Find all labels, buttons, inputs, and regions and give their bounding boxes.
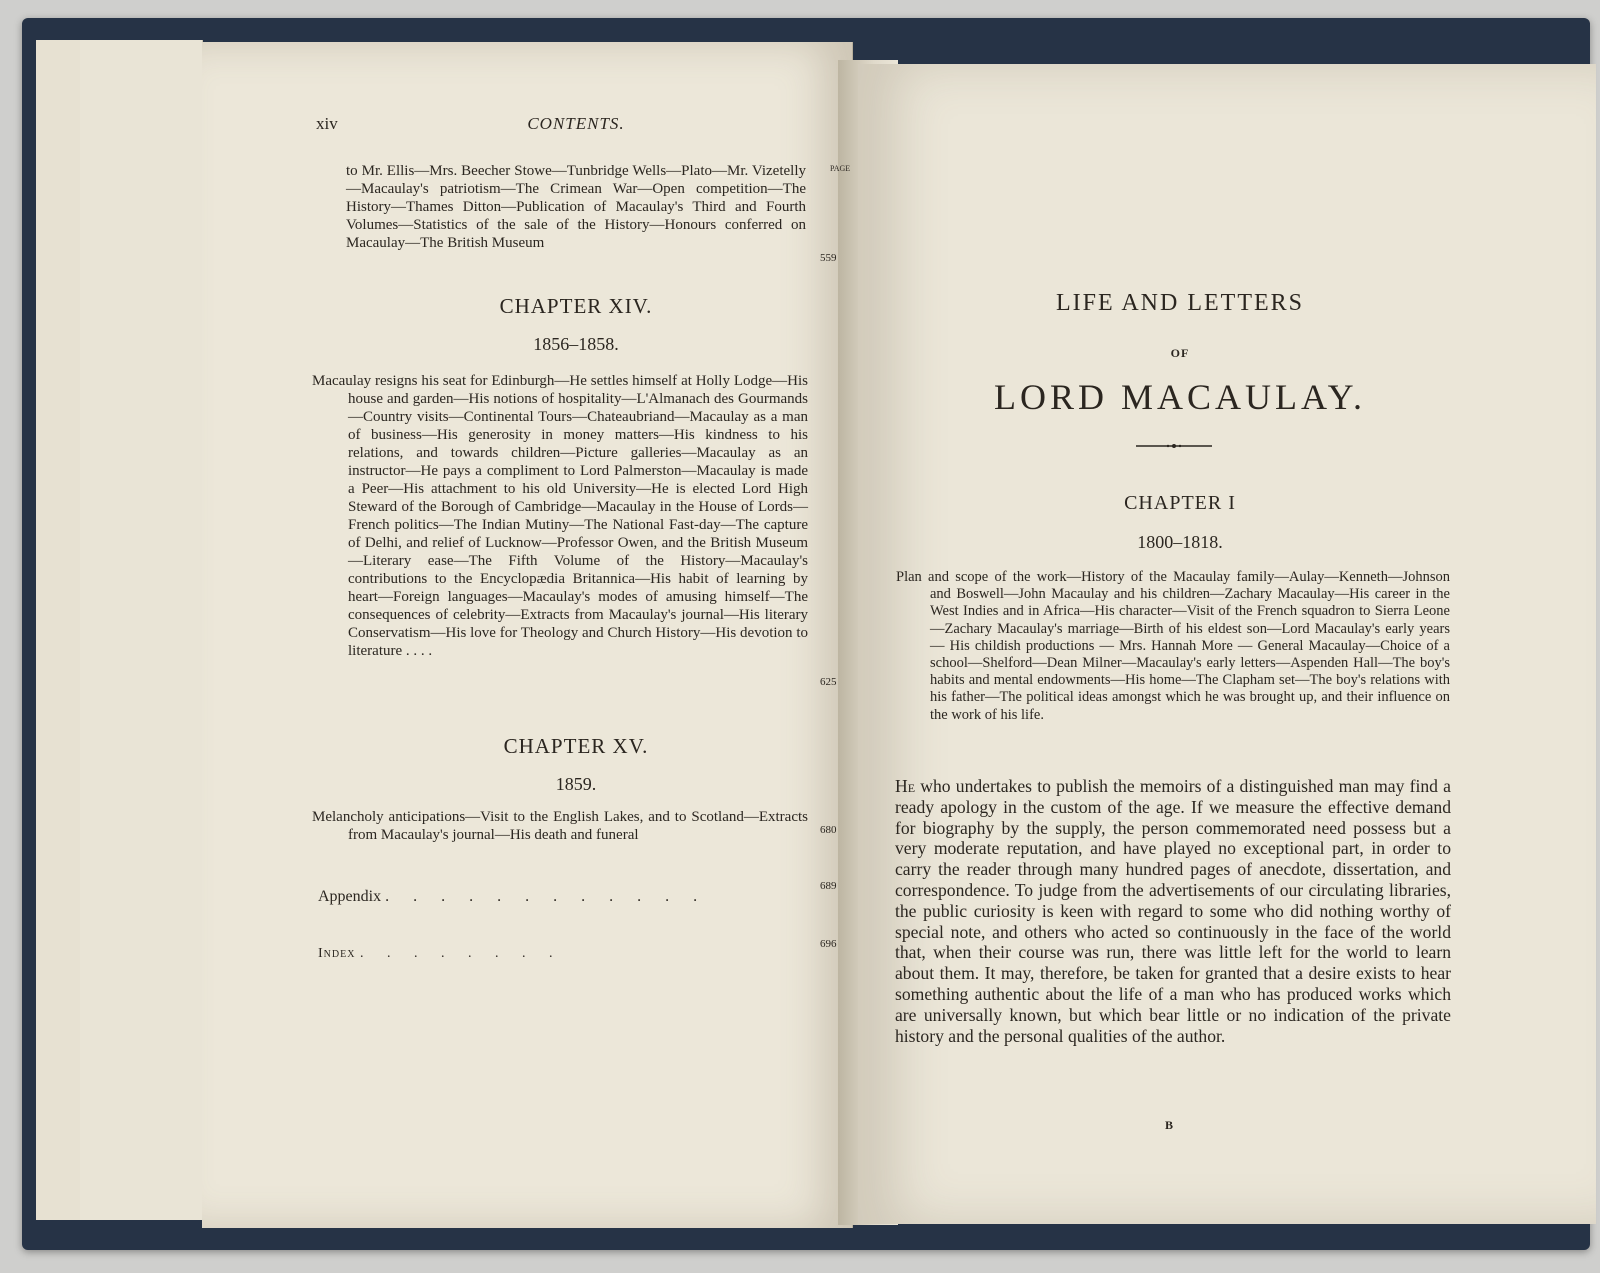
body-lead-word: He: [895, 776, 916, 796]
book-title-of: OF: [1170, 346, 1190, 360]
index-page-ref: 696: [820, 938, 837, 950]
page-edge-stack-inner: [80, 40, 203, 1220]
chapter-xiv-heading: CHAPTER XIV.: [499, 294, 653, 318]
appendix-leader-dots: . . . . . . . . . . . .: [385, 888, 708, 905]
chapter-i-body: [895, 776, 1451, 1046]
chapter-xv-heading: CHAPTER XV.: [503, 734, 649, 758]
book-title-line-1: LIFE AND LETTERS: [1056, 290, 1304, 316]
appendix-entry: [318, 888, 707, 906]
page-number: xiv: [316, 114, 338, 133]
chapter-xiv-summary: [312, 372, 808, 660]
chapter-xiv-summary-text: Macaulay resigns his seat for Edinburgh—He settles himself at Holly Lodge—His house and garden—His notions of hospitality—L'Almanach des Gourmands—Country visits—Continental Tours—Chateaubriand—Macaulay as a man of business—His generosity in money matters—His kindness to his relations, and towards children—Picture galleries—Macaulay as an instructor—He pays a compliment to Lord Palmerston—Macaulay is made a Peer—His attachment to his old University—He is elected Lord High Steward of the Borough of Cambridge—Macaulay in the House of Lords—French politics—The Indian Mutiny—The National Fast-day—The capture of Delhi, and relief of Lucknow—Professor Owen, and the British Museum—Literary ease—The Fifth Volume of the History—Macaulay's contributions to the Encyclopædia Britannica—His habit of learning by heart—Foreign languages—Macaulay's modes of amusing himself—The consequences of celebrity—Extracts from Macaulay's journal—His literary Conservatism—His love for Theology and Church History—His devotion to literature . . . .: [312, 373, 808, 659]
signature-mark: B: [1165, 1118, 1174, 1132]
continuation-text: to Mr. Ellis—Mrs. Beecher Stowe—Tunbridge Wells—Plato—Mr. Vizetelly—Macaulay's patriotism—The Crimean War—Open competition—The History—Thames Ditton—Publication of Macaulay's Third and Fourth Volumes—Statistics of the sale of the History—Honours conferred on Macaulay—The British Museum: [346, 163, 806, 251]
chapter-xiv-page-ref: 625: [820, 676, 837, 688]
index-label: Index: [318, 946, 356, 961]
appendix-label: Appendix: [318, 888, 382, 905]
chapter-i-summary: [896, 569, 1450, 724]
index-entry: [318, 946, 562, 962]
continuation-page-ref: 559: [820, 252, 837, 264]
chapter-xiv-years: 1856–1858.: [533, 334, 619, 354]
body-text: who undertakes to publish the memoirs of a distinguished man may find a ready apology in the custom of the age. If we measure the effective demand for biography by the supply, the person commemorated need possess but a very moderate reputation, and have played no exceptional part, in order to carry the reader through many hundred pages of anecdote, dissertation, and correspondence. To judge from the advertisements of our circulating libraries, the public curiosity is keen with regard to some who did nothing worthy of special note, and others who acted so continuously in the face of the world that, when their course was run, there was little left for the world to learn about them. It may, therefore, be taken for granted that a desire exists to hear something authentic about the life of a man who has produced works which are universally known, but which bear little or no indication of the private history and the personal qualities of the author.: [895, 776, 1451, 1046]
chapter-xv-summary: [312, 808, 808, 844]
index-leader-dots: . . . . . . . .: [359, 946, 563, 961]
chapter-xv-years: 1859.: [555, 774, 597, 794]
appendix-page-ref: 689: [820, 880, 837, 892]
ornament-rule: [1136, 444, 1212, 448]
chapter-xv-page-ref: 680: [820, 824, 837, 836]
chapter-i-summary-text: Plan and scope of the work—History of the Macaulay family—Aulay—Kenneth—Johnson and Boswell—John Macaulay and his children—Zachary Macaulay—His career in the West Indies and in Africa—His character—Visit of the French squadron to Sierra Leone—Zachary Macaulay's marriage—Birth of his eldest son—Lord Macaulay's early years — His childish productions — Mrs. Hannah More — General Macaulay—Choice of a school—Shelford—Dean Milner—Macaulay's early letters—Aspenden Hall—The boy's habits and mental endowments—His home—The Clapham set—The boy's relations with his father—The political ideas amongst which he was brought up, and their influence on the work of his life.: [896, 569, 1450, 723]
running-title: CONTENTS.: [527, 114, 625, 133]
contents-continuation: [346, 162, 806, 252]
book-title-line-2: LORD MACAULAY.: [993, 377, 1367, 417]
page-column-label: PAGE: [830, 164, 851, 173]
chapter-xv-summary-text: Melancholy anticipations—Visit to the English Lakes, and to Scotland—Extracts from Macaulay's journal—His death and funeral: [312, 809, 808, 843]
chapter-i-heading: CHAPTER I: [1124, 492, 1236, 514]
chapter-i-years: 1800–1818.: [1137, 532, 1223, 552]
